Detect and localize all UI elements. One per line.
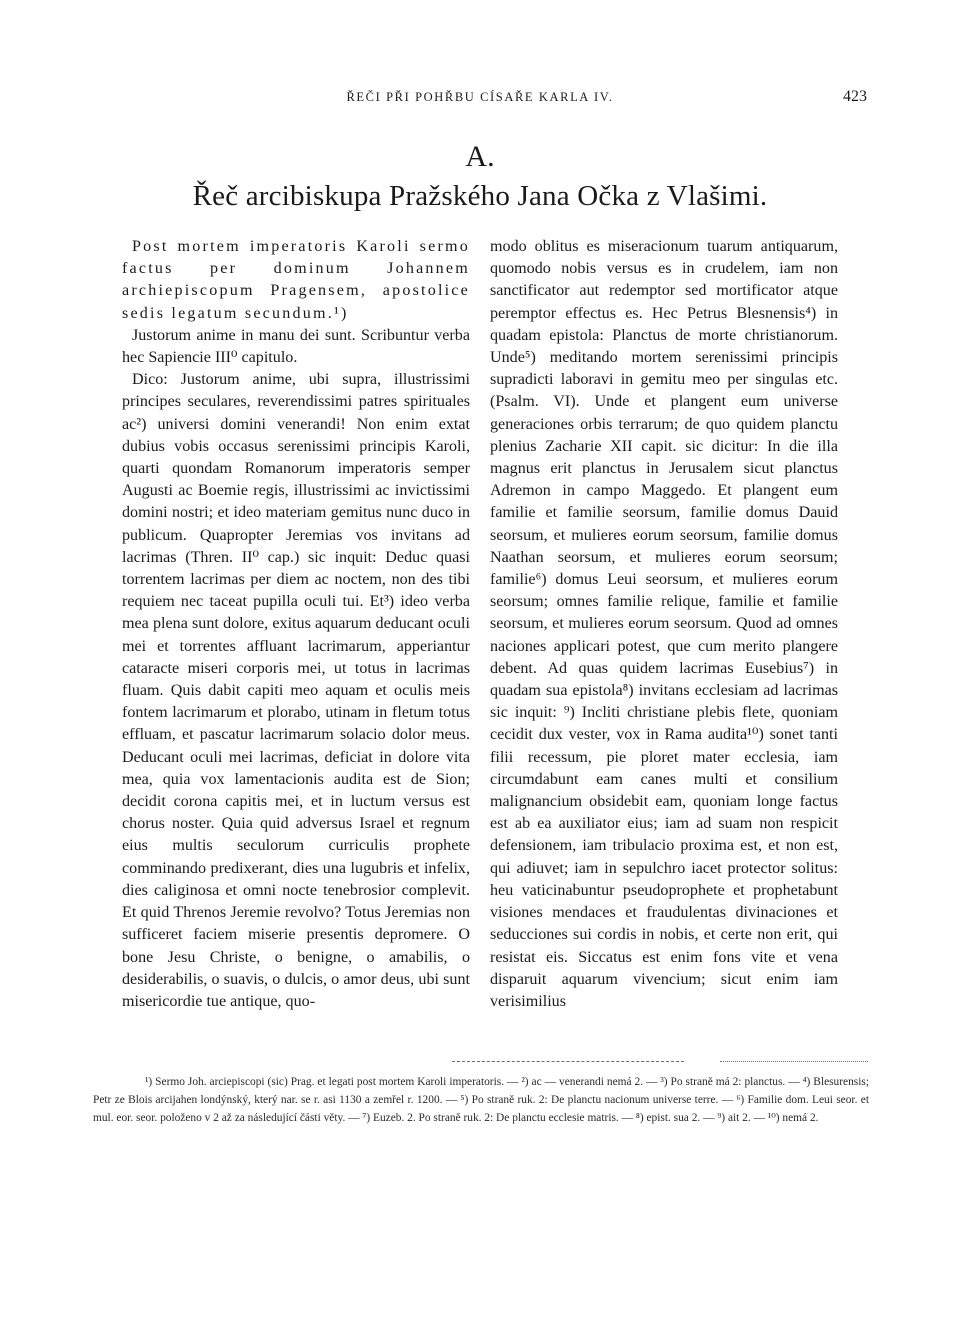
left-column (122, 236, 470, 1013)
running-title: ŘEČI PŘI POHŘBU CÍSAŘE KARLA IV. (346, 90, 614, 104)
running-head (0, 88, 960, 108)
section-letter: A. (465, 140, 495, 173)
paragraph: Dico: Justorum anime, ubi supra, illustrissimi principes seculares, reverendissimi patres spirituales ac²) universi domini venerandi! Non enim extat dubius vobis occasus serenissimi principis Karoli, quarti quondam Romanorum imperatoris semper Augusti ac Boemie regis, illustrissimi ac invictissimi domini nostri; et ideo materiam gemitus nunc duco in publicum. Quapropter Jeremias vos invitans ad lacrimas (Thren. II⁰ cap.) sic inquit: Deduc quasi torrentem lacrimas per diem ac noctem, non des tibi requiem nec taceat pupilla oculi tui. Et³) ideo verba mea plena sunt dolore, exitus aquarum deducant oculi mei et torrentes affluant lacrimarum, apperiantur cataracte miseri corporis mei, ut totus in lacrimas fluam. Quis dabit capiti meo aquam et oculis meis fontem lacrimarum et plorabo, utinam in fletum totus effluam, et pascatur lacrimarum solacio dolor meus. Deducant oculi mei lacrimas, deficiat in dolore vita mea, quia vox lamentacionis audita est de Sion; decidit corona capitis mei, et in luctum versus est chorus noster. Quia quid adversus Israel et regnum eius multis seculorum curriculis prophete comminando predixerant, dies una lugubris et infelix, dies caliginosa et omni nocte tenebrosior complevit. Et quid Threnos Jeremie revolvo? Totus Jeremias non sufficeret faciem miserie presentis depromere. O bone Jesu Christe, o benigne, o amabilis, o desiderabilis, o suavis, o dulcis, o amor deus, ubi sunt misericordie tue antique, quo- (122, 371, 470, 1010)
right-column (490, 236, 838, 1013)
footnote-divider (720, 1061, 868, 1062)
chapter-title: Řeč arcibiskupa Pražského Jana Očka z Vlašimi. (192, 180, 768, 212)
footnote-divider (452, 1061, 684, 1062)
paragraph: modo oblitus es miseracionum tuarum antiquarum, quomodo nobis versus es in crudelem, iam non sanctificator aut redemptor sed mortificator atque peremptor effectus es. Hec Petrus Blesnensis⁴) in quadam epistola: Planctus de morte christianorum. Unde⁵) meditando mortem serenissimi principis supradicti laboravi in gemitu meo per singulas etc. (Psalm. VI). Unde et plangent eum universe generaciones orbis terrarum; de quo quidem planctu plenius Zacharie XII capit. sic dicitur: In die illa magnus erit planctus in Jerusalem sicut planctus Adremon in campo Maggedo. Et plangent eum familie et familie seorsum, familie domus Dauid seorsum, et mulieres eorum seorsum, familie domus Naathan seorsum, et mulieres eorum seorsum; familie⁶) domus Leui seorsum, et mulieres eorum seorsum; omnes familie relique, familie et familie seorsum, et mulieres eorum seorsum. Quod ad omnes naciones applicari potest, que cum merito plangere debent. Ad quas quidem lacrimas Eusebius⁷) in quadam sua epistola⁸) invitans ecclesiam ad lacrimas sic inquit: ⁹) Incliti christiane plebis flete, quoniam cecidit dux vester, vox in Rama audita¹⁰) sonet tanti filii recessum, pie ploret mater ecclesia, iam circumdabunt eam canes multi et consilium malignancium obsidebit eam, quoniam longe factus est ab ea auxiliator eius; iam ad suam non respicit defensionem, iam tribulacio proxima est, et non est, qui adiuvet; iam in sepulchro iacet protector solitus: heu vaticinabuntur pseudoprophete et prophetabunt visiones mendaces et fraudulentas divinaciones et seducciones sui cordis in nobis, et certe non erit, qui resistat eis. Siccatus est enim fons vite et vena disparuit aquarum vivencium; sicut enim iam verisimilius (490, 238, 838, 1010)
footnote-text: ¹) Sermo Joh. arciepiscopi (sic) Prag. et legati post mortem Karoli imperatoris. — ²) ac — venerandi nemá 2. — ³) Po straně má 2: planctus. — ⁴) Blesurensis; Petr ze Blois arcijahen londýnský, který nar. se r. asi 1130 a zemřel r. 1200. — ⁵) Po straně ruk. 2: De planctu nacionum universe terre. — ⁶) Familie dom. Leui seor. et mul. eor. seor. položeno v 2 až za následující části věty. — ⁷) Euzeb. 2. Po straně ruk. 2: De planctu ecclesie matris. — ⁸) epist. sua 2. — ⁹) ait 2. — ¹⁰) nemá 2. (93, 1076, 869, 1124)
paragraph: Justorum anime in manu dei sunt. Scribuntur verba hec Sapiencie III⁰ capitulo. (122, 326, 470, 367)
intro-paragraph: Post mortem imperatoris Karoli sermo factus per dominum Johannem archiepiscopum Pragensem, apostolice sedis legatum secundum.¹) (122, 238, 470, 322)
page-number: 423 (843, 88, 867, 105)
footnotes (93, 1073, 869, 1127)
